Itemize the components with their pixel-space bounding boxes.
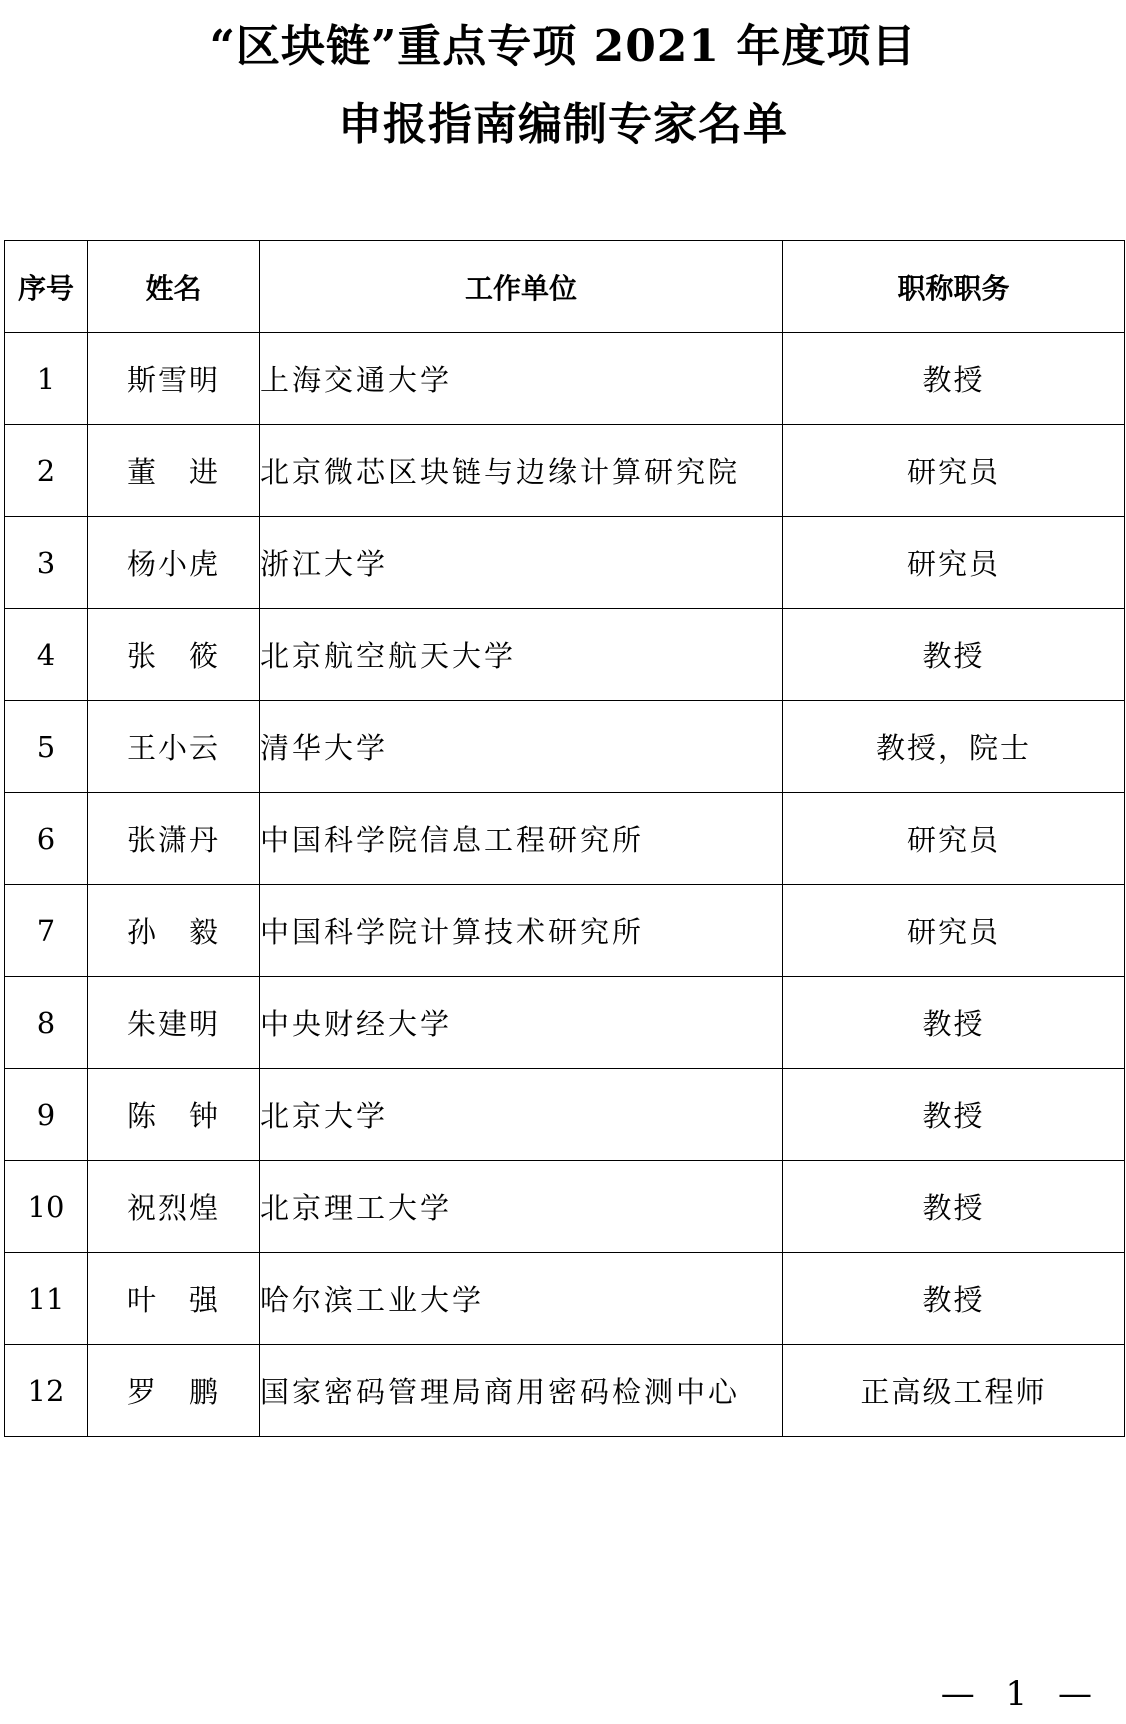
expert-name xyxy=(88,1069,260,1161)
expert-title-text: 研究员 xyxy=(906,823,1000,857)
expert-title xyxy=(783,609,1125,701)
expert-unit-text: 浙江大学 xyxy=(260,547,389,581)
expert-unit xyxy=(260,609,783,701)
expert-name xyxy=(88,885,260,977)
table-row xyxy=(5,333,1125,425)
expert-unit xyxy=(260,1161,783,1253)
header-title: 职称职务 xyxy=(783,241,1125,333)
row-number-text: 10 xyxy=(27,1189,65,1224)
row-number-text: 9 xyxy=(36,1097,56,1132)
expert-unit xyxy=(260,701,783,793)
row-number xyxy=(5,1345,88,1437)
table-header-row xyxy=(5,241,1125,333)
table-row xyxy=(5,701,1125,793)
expert-name-text: 孙 毅 xyxy=(126,915,220,949)
expert-title xyxy=(783,1345,1125,1437)
table-row xyxy=(5,977,1125,1069)
expert-unit-text: 国家密码管理局商用密码检测中心 xyxy=(260,1375,741,1409)
expert-name-text: 罗 鹏 xyxy=(126,1375,220,1409)
row-number-text: 11 xyxy=(27,1281,65,1316)
expert-title-text: 教授，院士 xyxy=(875,731,1031,765)
table-row xyxy=(5,1253,1125,1345)
row-number-text: 7 xyxy=(36,913,56,948)
expert-name xyxy=(88,701,260,793)
expert-unit-text: 上海交通大学 xyxy=(260,363,453,397)
expert-unit-text: 中央财经大学 xyxy=(260,1007,453,1041)
expert-unit-text: 清华大学 xyxy=(260,731,389,765)
expert-name-text: 叶 强 xyxy=(126,1283,220,1317)
row-number xyxy=(5,885,88,977)
expert-name xyxy=(88,609,260,701)
expert-name-text: 朱建明 xyxy=(126,1007,220,1041)
expert-name xyxy=(88,517,260,609)
row-number xyxy=(5,517,88,609)
expert-name xyxy=(88,1253,260,1345)
row-number-text: 5 xyxy=(36,729,56,764)
expert-name-text: 张潇丹 xyxy=(126,823,220,857)
row-number xyxy=(5,701,88,793)
table-row xyxy=(5,793,1125,885)
expert-title xyxy=(783,1253,1125,1345)
row-number xyxy=(5,793,88,885)
row-number-text: 6 xyxy=(36,821,56,856)
expert-unit xyxy=(260,425,783,517)
header-name: 姓名 xyxy=(88,241,260,333)
table-row xyxy=(5,425,1125,517)
expert-title-text: 教授 xyxy=(922,1007,985,1041)
row-number-text: 8 xyxy=(36,1005,56,1040)
row-number xyxy=(5,333,88,425)
expert-name xyxy=(88,425,260,517)
expert-title-text: 正高级工程师 xyxy=(860,1375,1047,1409)
row-number xyxy=(5,977,88,1069)
expert-unit xyxy=(260,885,783,977)
expert-unit xyxy=(260,977,783,1069)
expert-title xyxy=(783,885,1125,977)
expert-unit xyxy=(260,1069,783,1161)
expert-name xyxy=(88,793,260,885)
expert-title xyxy=(783,517,1125,609)
expert-unit-text: 中国科学院信息工程研究所 xyxy=(260,823,645,857)
header-no: 序号 xyxy=(5,241,88,333)
document-title-line2: 申报指南编制专家名单 xyxy=(338,99,788,150)
expert-title xyxy=(783,977,1125,1069)
expert-unit-text: 北京理工大学 xyxy=(260,1191,453,1225)
expert-name xyxy=(88,977,260,1069)
expert-name-text: 杨小虎 xyxy=(126,547,220,581)
row-number xyxy=(5,425,88,517)
row-number-text: 2 xyxy=(36,453,56,488)
table-row xyxy=(5,1345,1125,1437)
row-number-text: 3 xyxy=(36,545,56,580)
table-row xyxy=(5,885,1125,977)
expert-title-text: 教授 xyxy=(922,639,985,673)
expert-title xyxy=(783,1161,1125,1253)
expert-name-text: 张 筱 xyxy=(126,639,220,673)
row-number-text: 4 xyxy=(36,637,56,672)
row-number-text: 12 xyxy=(27,1373,65,1408)
expert-unit-text: 中国科学院计算技术研究所 xyxy=(260,915,645,949)
expert-title-text: 教授 xyxy=(922,1283,985,1317)
expert-name xyxy=(88,1345,260,1437)
row-number xyxy=(5,1161,88,1253)
expert-unit-text: 北京航空航天大学 xyxy=(260,639,517,673)
expert-unit xyxy=(260,333,783,425)
document-title-line1: “区块链”重点专项 2021 年度项目 xyxy=(209,21,917,72)
table-row xyxy=(5,1069,1125,1161)
table-row xyxy=(5,517,1125,609)
expert-title-text: 教授 xyxy=(922,1099,985,1133)
expert-title xyxy=(783,333,1125,425)
expert-title-text: 研究员 xyxy=(906,915,1000,949)
expert-list-table xyxy=(4,240,1125,1437)
page-number: — 1 — xyxy=(940,1674,1102,1714)
expert-title xyxy=(783,425,1125,517)
expert-unit-text: 北京大学 xyxy=(260,1099,389,1133)
row-number xyxy=(5,1253,88,1345)
row-number-text: 1 xyxy=(36,361,56,396)
expert-title xyxy=(783,793,1125,885)
expert-name-text: 祝烈煌 xyxy=(126,1191,220,1225)
expert-name xyxy=(88,333,260,425)
expert-title-text: 教授 xyxy=(922,363,985,397)
expert-title-text: 教授 xyxy=(922,1191,985,1225)
expert-unit-text: 北京微芯区块链与边缘计算研究院 xyxy=(260,455,741,489)
expert-name-text: 陈 钟 xyxy=(126,1099,220,1133)
expert-unit xyxy=(260,1345,783,1437)
expert-name-text: 斯雪明 xyxy=(126,363,220,397)
expert-title-text: 研究员 xyxy=(906,547,1000,581)
expert-unit xyxy=(260,793,783,885)
expert-title-text: 研究员 xyxy=(906,455,1000,489)
expert-unit-text: 哈尔滨工业大学 xyxy=(260,1283,485,1317)
expert-unit xyxy=(260,1253,783,1345)
row-number xyxy=(5,609,88,701)
expert-title xyxy=(783,701,1125,793)
expert-name-text: 王小云 xyxy=(126,731,220,765)
header-unit: 工作单位 xyxy=(260,241,783,333)
table-row xyxy=(5,609,1125,701)
expert-title xyxy=(783,1069,1125,1161)
table-row xyxy=(5,1161,1125,1253)
expert-name xyxy=(88,1161,260,1253)
expert-unit xyxy=(260,517,783,609)
row-number xyxy=(5,1069,88,1161)
expert-name-text: 董 进 xyxy=(126,455,220,489)
